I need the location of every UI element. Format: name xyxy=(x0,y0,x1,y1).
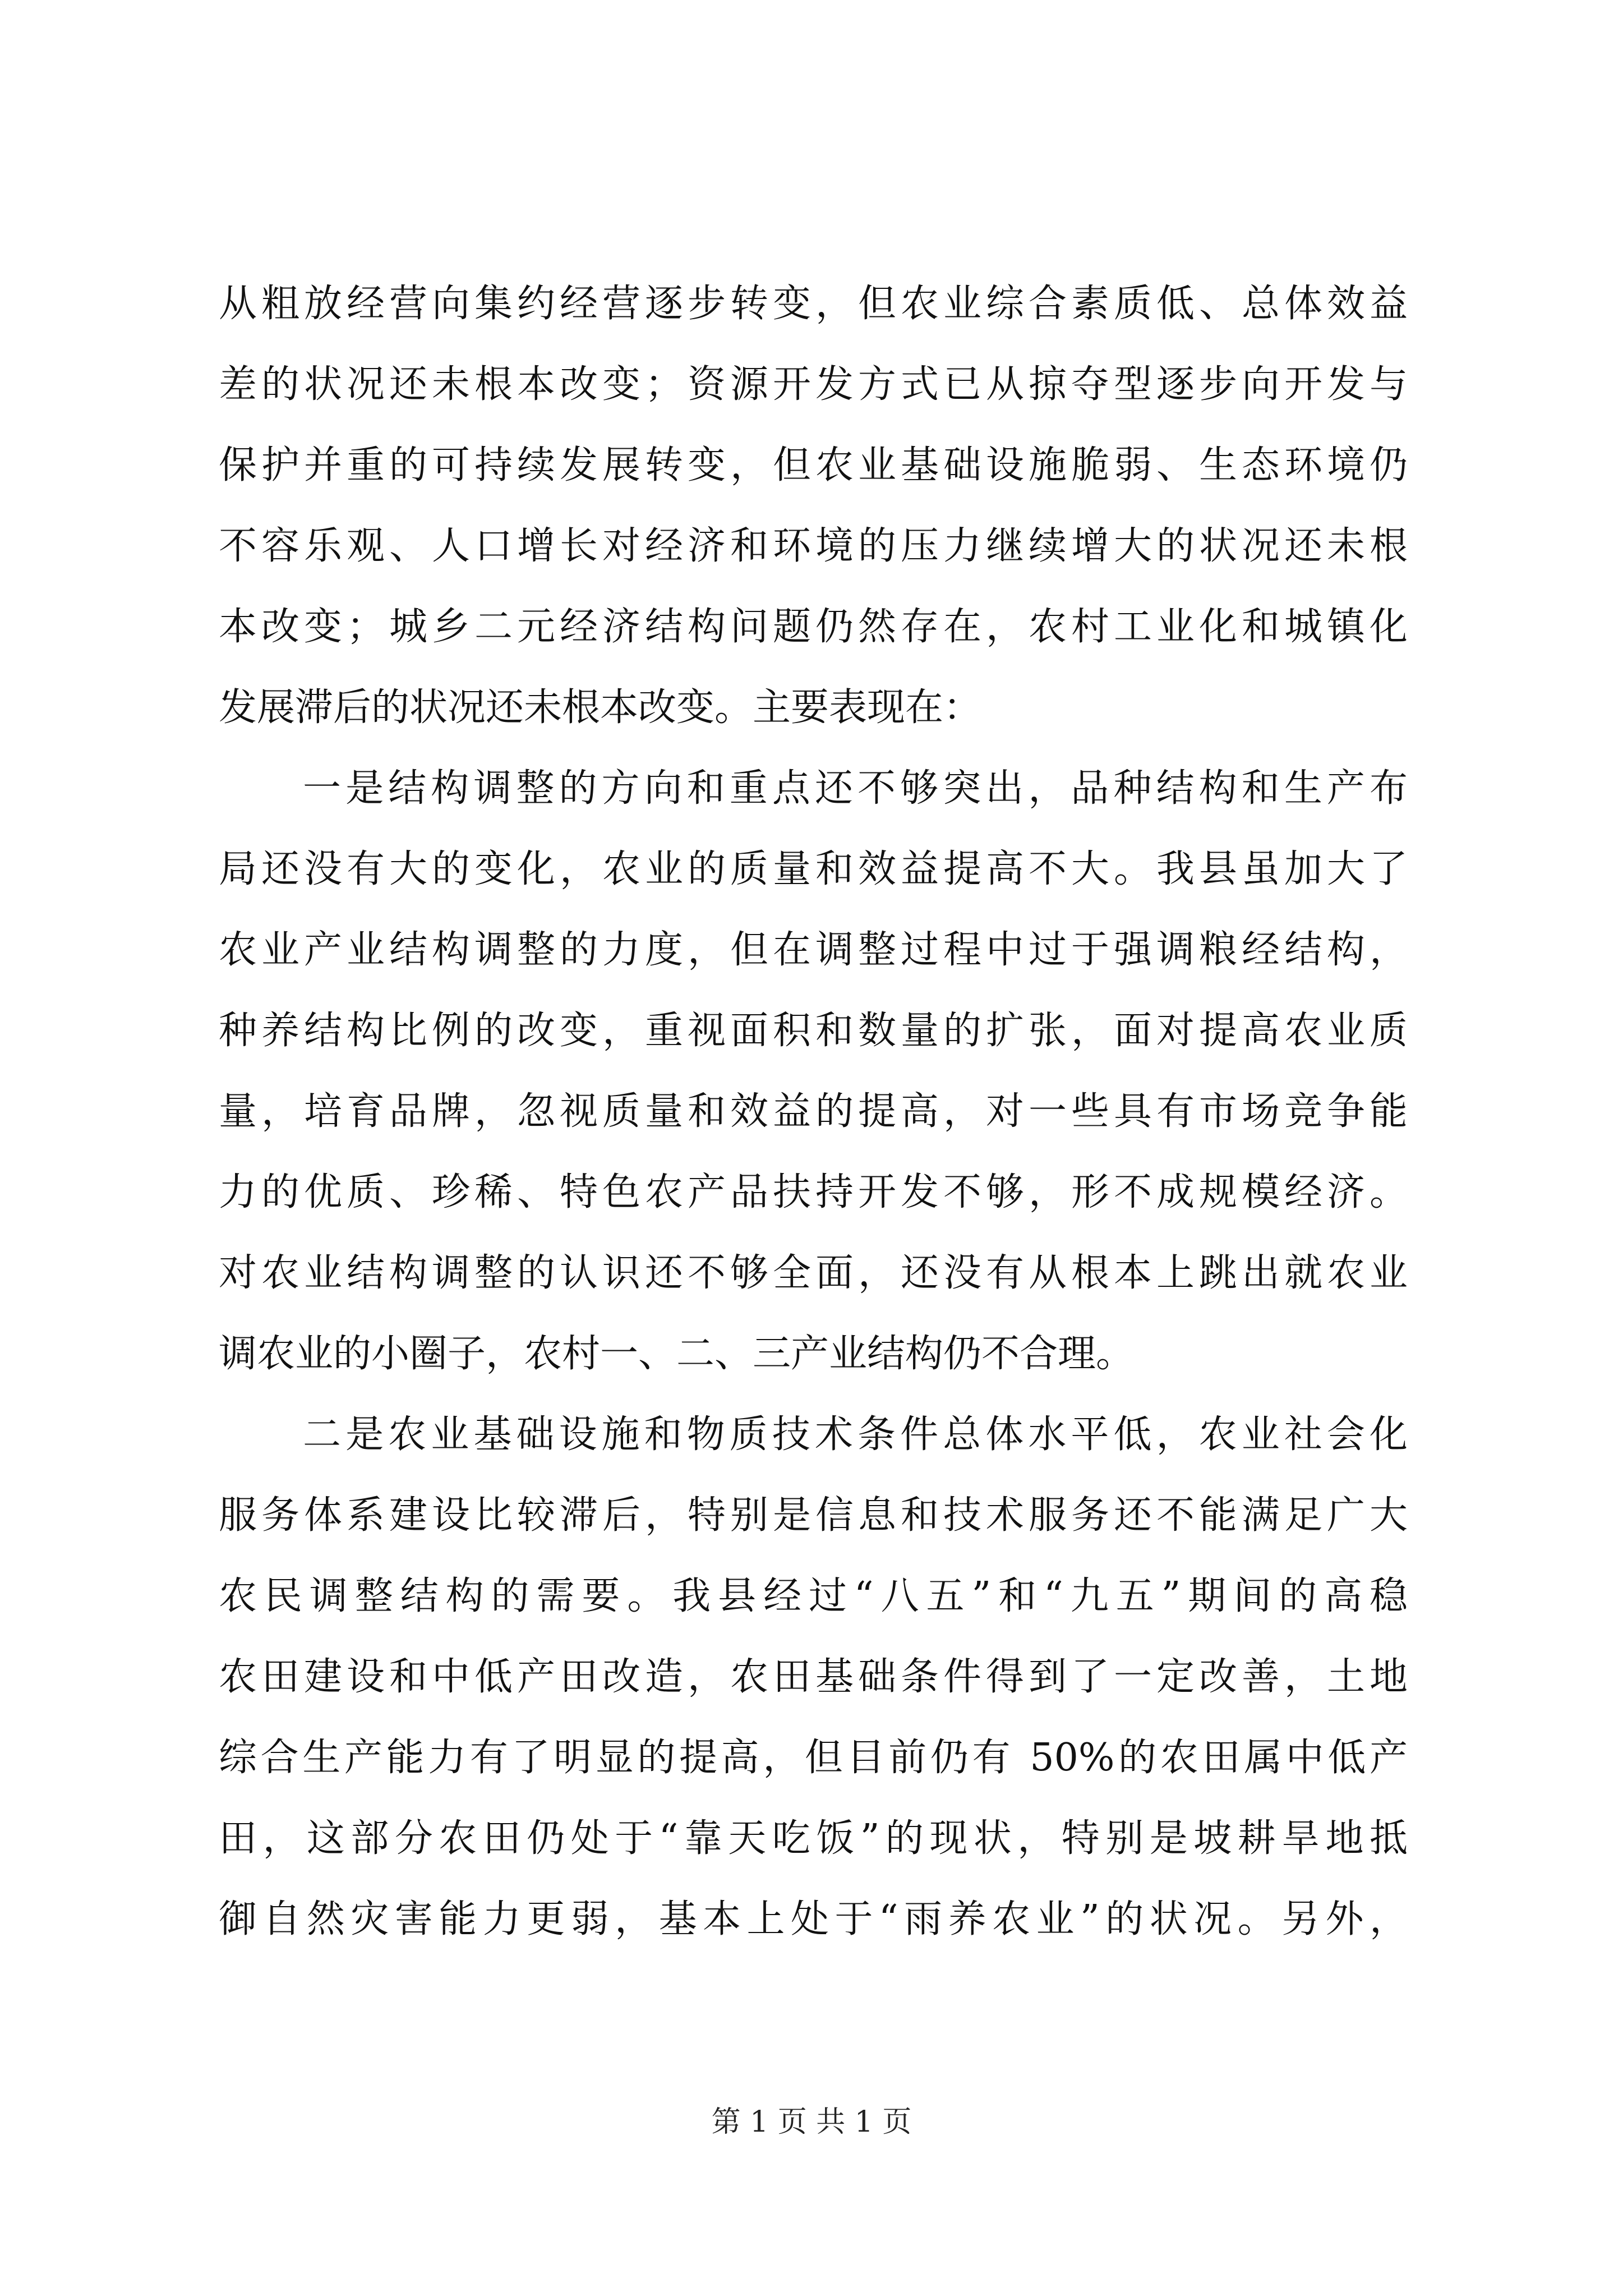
text-line: 农田建设和中低产田改造，农田基础条件得到了一定改善，土地 xyxy=(219,1655,1408,1699)
text-line: 种养结构比例的改变，重视面积和数量的扩张，面对提高农业质 xyxy=(219,1009,1408,1053)
text-line: 调农业的小圈子，农村一、二、三产业结构仍不合理。 xyxy=(219,1332,1135,1376)
text-line: 从粗放经营向集约经营逐步转变，但农业综合素质低、总体效益 xyxy=(219,282,1408,326)
text-line: 局还没有大的变化，农业的质量和效益提高不大。我县虽加大了 xyxy=(219,847,1408,891)
text-line: 差的状况还未根本改变；资源开发方式已从掠夺型逐步向开发与 xyxy=(219,362,1408,407)
text-line: 力的优质、珍稀、特色农产品扶持开发不够，形不成规模经济。 xyxy=(219,1170,1408,1214)
text-line: 田，这部分农田仍处于“靠天吃饭”的现状，特别是坡耕旱地抵 xyxy=(219,1816,1408,1861)
text-line: 农业产业结构调整的力度，但在调整过程中过于强调粮经结构， xyxy=(219,928,1408,972)
text-line: 发展滞后的状况还未根本改变。主要表现在： xyxy=(219,685,982,730)
text-line: 服务体系建设比较滞后，特别是信息和技术服务还不能满足广大 xyxy=(219,1493,1408,1538)
text-line: 对农业结构调整的认识还不够全面，还没有从根本上跳出就农业 xyxy=(219,1251,1408,1295)
text-line: 综合生产能力有了明显的提高，但目前仍有 50%的农田属中低产 xyxy=(219,1736,1408,1780)
text-line: 保护并重的可持续发展转变，但农业基础设施脆弱、生态环境仍 xyxy=(219,443,1408,487)
text-line: 量，培育品牌，忽视质量和效益的提高，对一些具有市场竞争能 xyxy=(219,1089,1408,1134)
paragraph-first-line: 二是农业基础设施和物质技术条件总体水平低，农业社会化 xyxy=(303,1412,1408,1457)
text-line: 不容乐观、人口增长对经济和环境的压力继续增大的状况还未根 xyxy=(219,524,1408,568)
paragraph-first-line: 一是结构调整的方向和重点还不够突出，品种结构和生产布 xyxy=(303,766,1408,811)
page-number-footer: 第 1 页 共 1 页 xyxy=(711,2105,912,2139)
document-body xyxy=(219,264,1408,1960)
text-line: 农民调整结构的需要。我县经过“八五”和“九五”期间的高稳 xyxy=(219,1574,1408,1618)
text-line: 本改变；城乡二元经济结构问题仍然存在，农村工业化和城镇化 xyxy=(219,605,1408,649)
text-line: 御自然灾害能力更弱，基本上处于“雨养农业”的状况。另外， xyxy=(219,1897,1408,1941)
